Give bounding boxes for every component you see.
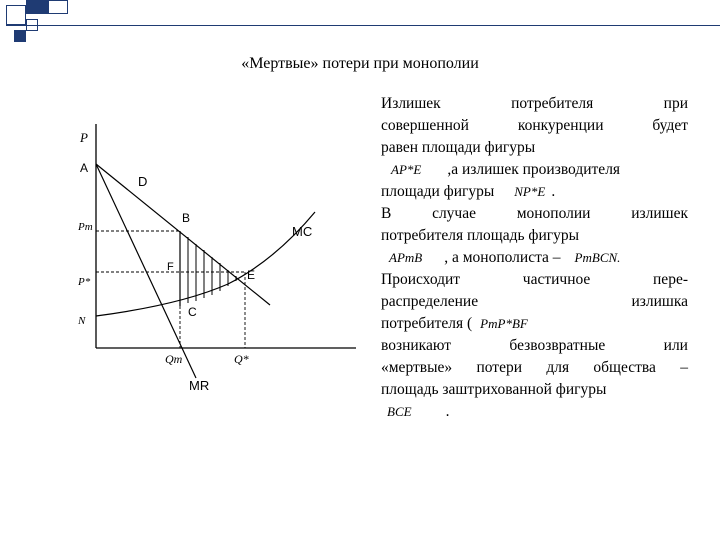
- text-line: Происходит частичное пере-: [381, 271, 688, 288]
- text-line: BCE .: [381, 401, 688, 423]
- text-line: равен площади фигуры: [381, 139, 536, 156]
- text-line: «мертвые» потери для общества –: [381, 359, 688, 376]
- decor-square-1: [6, 5, 26, 25]
- mr-line: [96, 164, 196, 378]
- label-p: P: [80, 130, 88, 145]
- formula-apmb: APmB: [389, 250, 423, 265]
- label-pm: Pm: [78, 221, 93, 233]
- decor-line: [6, 25, 720, 26]
- slide-title: «Мертвые» потери при монополии: [241, 55, 479, 72]
- formula-ape: AP*E: [391, 162, 422, 177]
- mc-curve: [96, 212, 315, 316]
- demand-line: [96, 164, 270, 305]
- text-line: APmB , а монополиста – PmBCN.: [381, 247, 688, 269]
- text-line: совершенной конкуренции будет: [381, 117, 688, 134]
- label-d: D: [138, 174, 148, 189]
- text-line: площадь заштрихованной фигуры: [381, 381, 607, 398]
- decor-square-5: [48, 0, 68, 14]
- formula-bce: BCE: [387, 404, 412, 419]
- text-line: Излишек потребителя при: [381, 95, 688, 112]
- decor-square-2: [26, 0, 48, 14]
- text-line: потребителя площадь фигуры: [381, 227, 580, 244]
- text-line: В случае монополии излишек: [381, 205, 688, 222]
- label-b: B: [182, 211, 191, 225]
- label-pstar: P*: [78, 276, 91, 288]
- explanation-text: [381, 93, 688, 423]
- text-line: распределение излишка: [381, 293, 688, 310]
- label-mc: MC: [292, 224, 313, 239]
- text-line: возникают безвозвратные или: [381, 337, 688, 354]
- formula-pmpbf: PmP*BF: [480, 316, 528, 331]
- text-line: потребителя ( PmP*BF: [381, 313, 688, 335]
- monopoly-diagram: [70, 120, 360, 400]
- label-n: N: [78, 315, 86, 327]
- label-a: A: [80, 161, 89, 175]
- text-line: площади фигуры NP*E .: [381, 181, 688, 203]
- deadweight-hatching: [188, 237, 236, 303]
- label-qstar: Q*: [234, 352, 249, 366]
- text-line: AP*E ,а излишек производителя: [381, 159, 688, 181]
- formula-npe: NP*E: [514, 184, 546, 199]
- label-qm: Qm: [165, 352, 183, 366]
- label-mr: MR: [189, 378, 210, 393]
- decor-square-4: [14, 30, 26, 42]
- label-f: F: [167, 261, 174, 273]
- formula-pmbcn: PmBCN.: [574, 250, 621, 265]
- label-c: C: [188, 305, 197, 319]
- label-e: E: [247, 268, 256, 282]
